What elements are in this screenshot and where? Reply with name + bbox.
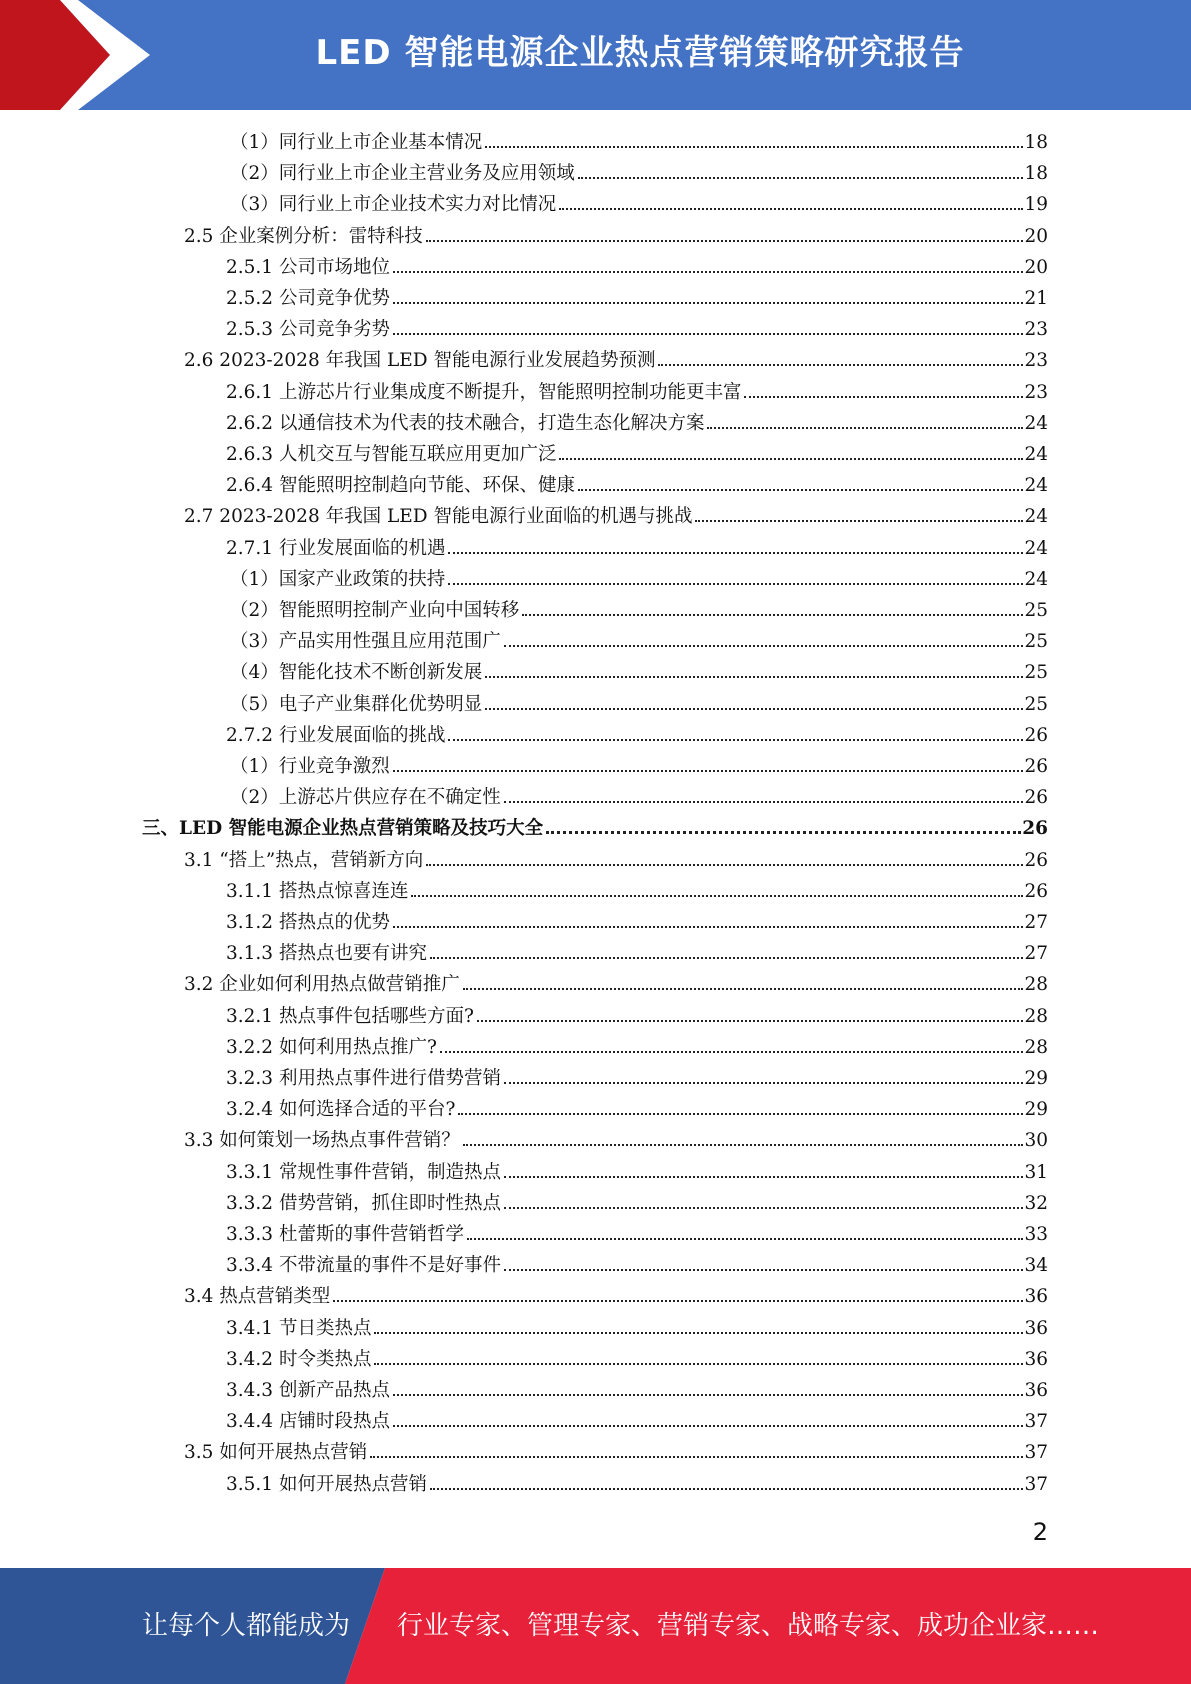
- toc-entry-label: （1）国家产业政策的扶持: [230, 569, 446, 590]
- toc-entry[interactable]: [226, 1220, 1048, 1251]
- toc-dot-leader: [522, 614, 1023, 616]
- toc-entry-label: （2）上游芯片供应存在不确定性: [230, 787, 501, 808]
- toc-entry-label: 3.4 热点营销类型: [184, 1286, 331, 1307]
- toc-entry-page: 26: [1024, 787, 1048, 808]
- toc-dot-leader: [458, 1113, 1023, 1115]
- toc-dot-leader: [559, 208, 1023, 210]
- toc-entry-label: 2.5 企业案例分析：雷特科技: [184, 226, 423, 247]
- toc-entry-label: 2.6.2 以通信技术为代表的技术融合，打造生态化解决方案: [226, 413, 705, 434]
- toc-entry-page: 29: [1024, 1099, 1048, 1120]
- toc-dot-leader: [426, 240, 1024, 242]
- toc-entry[interactable]: [230, 783, 1048, 814]
- toc-dot-leader: [744, 396, 1023, 398]
- toc-entry[interactable]: [226, 1002, 1048, 1033]
- toc-entry-page: 19: [1024, 194, 1048, 215]
- toc-entry-label: （2）同行业上市企业主营业务及应用领域: [230, 163, 575, 184]
- footer-slogan-left: 让每个人都能成为: [142, 1611, 351, 1641]
- toc-entry[interactable]: [226, 1345, 1048, 1376]
- toc-entry-page: 20: [1024, 226, 1048, 247]
- toc-entry-label: （1）行业竞争激烈: [230, 756, 390, 777]
- toc-dot-leader: [504, 801, 1024, 803]
- toc-dot-leader: [411, 895, 1023, 897]
- toc-entry[interactable]: [226, 534, 1048, 565]
- toc-dot-leader: [695, 520, 1023, 522]
- toc-entry-page: 28: [1024, 974, 1048, 995]
- toc-dot-leader: [393, 770, 1024, 772]
- toc-entry-label: （3）同行业上市企业技术实力对比情况: [230, 194, 557, 215]
- toc-entry-label: 3.1 “搭上”热点，营销新方向: [184, 850, 424, 871]
- toc-entry-label: 3.3.3 杜蕾斯的事件营销哲学: [226, 1224, 464, 1245]
- toc-entry-page: 37: [1024, 1474, 1048, 1495]
- toc-dot-leader: [467, 1238, 1023, 1240]
- toc-entry-page: 25: [1024, 694, 1048, 715]
- toc-dot-leader: [707, 427, 1023, 429]
- toc-entry-page: 25: [1024, 631, 1048, 652]
- toc-dot-leader: [448, 552, 1023, 554]
- toc-entry-label: 2.7 2023-2028 年我国 LED 智能电源行业面临的机遇与挑战: [184, 506, 693, 527]
- toc-entry[interactable]: [226, 378, 1048, 409]
- toc-dot-leader: [370, 1456, 1023, 1458]
- toc-entry[interactable]: [226, 440, 1048, 471]
- toc-dot-leader: [440, 1051, 1024, 1053]
- toc-entry[interactable]: [226, 1064, 1048, 1095]
- toc-entry-page: 27: [1024, 943, 1048, 964]
- toc-dot-leader: [393, 333, 1023, 335]
- toc-entry-label: 3.2.1 热点事件包括哪些方面?: [226, 1006, 474, 1027]
- toc-entry-label: 3.3.2 借势营销，抓住即时性热点: [226, 1193, 501, 1214]
- toc-entry-page: 37: [1024, 1442, 1048, 1463]
- toc-entry[interactable]: [184, 846, 1048, 877]
- toc-entry[interactable]: [230, 190, 1048, 221]
- toc-entry[interactable]: [184, 502, 1048, 533]
- toc-dot-leader: [504, 1176, 1023, 1178]
- toc-dot-leader: [374, 1332, 1023, 1334]
- toc-entry[interactable]: [184, 346, 1048, 377]
- toc-dot-leader: [504, 1269, 1023, 1271]
- toc-entry-page: 24: [1024, 413, 1048, 434]
- toc-dot-leader: [430, 1488, 1023, 1490]
- toc-entry-page: 31: [1024, 1162, 1048, 1183]
- toc-dot-leader: [658, 364, 1023, 366]
- toc-dot-leader: [504, 645, 1024, 647]
- report-title: LED 智能电源企业热点营销策略研究报告: [315, 33, 965, 73]
- toc-dot-leader: [578, 489, 1023, 491]
- toc-entry-page: 37: [1024, 1411, 1048, 1432]
- toc-entry[interactable]: [226, 877, 1048, 908]
- toc-entry-page: 36: [1024, 1318, 1048, 1339]
- toc-entry[interactable]: [226, 1251, 1048, 1282]
- toc-entry[interactable]: [226, 409, 1048, 440]
- toc-entry-label: 3.5 如何开展热点营销: [184, 1442, 368, 1463]
- toc-entry-label: 2.5.3 公司竞争劣势: [226, 319, 390, 340]
- toc-entry-label: 2.6.4 智能照明控制趋向节能、环保、健康: [226, 475, 575, 496]
- toc-entry-label: （5）电子产业集群化优势明显: [230, 694, 483, 715]
- toc-entry[interactable]: [184, 222, 1048, 253]
- toc-entry-label: （1）同行业上市企业基本情况: [230, 132, 483, 153]
- toc-entry[interactable]: [226, 1407, 1048, 1438]
- toc-entry[interactable]: [230, 596, 1048, 627]
- toc-dot-leader: [463, 1144, 1024, 1146]
- toc-entry-label: （2）智能照明控制产业向中国转移: [230, 600, 520, 621]
- toc-entry-page: 23: [1024, 319, 1048, 340]
- toc-dot-leader: [448, 583, 1023, 585]
- toc-entry-label: 3.1.3 搭热点也要有讲究: [226, 943, 427, 964]
- toc-dot-leader: [477, 1020, 1024, 1022]
- toc-entry[interactable]: [184, 970, 1048, 1001]
- toc-entry-page: 32: [1024, 1193, 1048, 1214]
- toc-entry-label: （4）智能化技术不断创新发展: [230, 662, 483, 683]
- toc-dot-leader: [333, 1300, 1023, 1302]
- toc-dot-leader: [393, 302, 1023, 304]
- toc-entry-page: 20: [1024, 257, 1048, 278]
- toc-entry[interactable]: [142, 814, 1048, 845]
- toc-entry[interactable]: [226, 1158, 1048, 1189]
- toc-entry-page: 28: [1024, 1037, 1048, 1058]
- toc-entry-label: 3.4.3 创新产品热点: [226, 1380, 390, 1401]
- toc-dot-leader: [393, 1394, 1023, 1396]
- toc-dot-leader: [448, 739, 1023, 741]
- toc-entry-page: 26: [1024, 725, 1048, 746]
- toc-entry-page: 26: [1024, 881, 1048, 902]
- toc-entry[interactable]: [226, 1033, 1048, 1064]
- toc-entry-page: 33: [1024, 1224, 1048, 1245]
- toc-dot-leader: [426, 864, 1023, 866]
- toc-entry-page: 36: [1024, 1286, 1048, 1307]
- red-arrow-decoration: [0, 0, 160, 110]
- page-footer: [0, 1568, 1191, 1684]
- toc-entry-page: 18: [1024, 132, 1048, 153]
- toc-entry-page: 27: [1024, 912, 1048, 933]
- toc-dot-leader: [578, 177, 1024, 179]
- toc-dot-leader: [485, 676, 1023, 678]
- toc-entry-page: 36: [1024, 1349, 1048, 1370]
- toc-entry[interactable]: [184, 1126, 1048, 1157]
- toc-entry[interactable]: [230, 159, 1048, 190]
- toc-dot-leader: [504, 1207, 1023, 1209]
- toc-entry-page: 30: [1024, 1130, 1048, 1151]
- toc-entry[interactable]: [226, 471, 1048, 502]
- toc-entry[interactable]: [226, 253, 1048, 284]
- toc-entry-page: 25: [1024, 662, 1048, 683]
- toc-entry[interactable]: [230, 565, 1048, 596]
- toc-dot-leader: [393, 1425, 1023, 1427]
- toc-entry-label: 3.4.2 时令类热点: [226, 1349, 372, 1370]
- toc-entry-label: 3.3 如何策划一场热点事件营销？: [184, 1130, 460, 1151]
- toc-entry[interactable]: [230, 752, 1048, 783]
- toc-entry-page: 21: [1024, 288, 1048, 309]
- toc-entry-page: 26: [1024, 756, 1048, 777]
- toc-entry-label: 2.5.2 公司竞争优势: [226, 288, 390, 309]
- toc-entry[interactable]: [226, 939, 1048, 970]
- toc-entry-page: 29: [1024, 1068, 1048, 1089]
- toc-entry-label: 3.2 企业如何利用热点做营销推广: [184, 974, 460, 995]
- toc-entry-label: （3）产品实用性强且应用范围广: [230, 631, 501, 652]
- toc-dot-leader: [393, 926, 1023, 928]
- toc-entry-page: 25: [1024, 600, 1048, 621]
- toc-entry-label: 2.6.1 上游芯片行业集成度不断提升，智能照明控制功能更丰富: [226, 382, 742, 403]
- toc-entry-label: 3.1.2 搭热点的优势: [226, 912, 390, 933]
- footer-slogan-right: 行业专家、管理专家、营销专家、战略专家、成功企业家……: [397, 1611, 1100, 1641]
- toc-entry-page: 36: [1024, 1380, 1048, 1401]
- toc-entry-label: 3.5.1 如何开展热点营销: [226, 1474, 427, 1495]
- toc-entry[interactable]: [184, 1282, 1048, 1313]
- toc-entry[interactable]: [184, 1438, 1048, 1469]
- toc-entry-label: 2.7.1 行业发展面临的机遇: [226, 538, 446, 559]
- toc-entry-page: 24: [1024, 538, 1048, 559]
- toc-entry-page: 24: [1024, 475, 1048, 496]
- toc-dot-leader: [485, 146, 1023, 148]
- toc-entry[interactable]: [226, 721, 1048, 752]
- toc-entry-page: 23: [1024, 350, 1048, 371]
- toc-dot-leader: [504, 1082, 1023, 1084]
- toc-entry[interactable]: [230, 627, 1048, 658]
- toc-entry-label: 三、LED 智能电源企业热点营销策略及技巧大全: [142, 818, 544, 839]
- toc-entry-label: 3.4.4 店铺时段热点: [226, 1411, 390, 1432]
- toc-entry-page: 24: [1024, 444, 1048, 465]
- toc-entry-label: 2.5.1 公司市场地位: [226, 257, 390, 278]
- toc-entry-page: 34: [1024, 1255, 1048, 1276]
- toc-entry[interactable]: [230, 690, 1048, 721]
- toc-entry-label: 3.3.1 常规性事件营销，制造热点: [226, 1162, 501, 1183]
- toc-entry-label: 3.3.4 不带流量的事件不是好事件: [226, 1255, 501, 1276]
- toc-dot-leader: [546, 831, 1021, 834]
- toc-entry[interactable]: [226, 284, 1048, 315]
- toc-entry-page: 28: [1024, 1006, 1048, 1027]
- toc-entry-page: 26: [1024, 850, 1048, 871]
- toc-dot-leader: [559, 458, 1023, 460]
- toc-entry-label: 3.2.3 利用热点事件进行借势营销: [226, 1068, 501, 1089]
- toc-entry[interactable]: [230, 128, 1048, 159]
- toc-entry[interactable]: [226, 315, 1048, 346]
- toc-dot-leader: [430, 957, 1023, 959]
- toc-entry-page: 24: [1024, 569, 1048, 590]
- toc-entry-label: 3.1.1 搭热点惊喜连连: [226, 881, 409, 902]
- toc-entry-label: 2.6 2023-2028 年我国 LED 智能电源行业发展趋势预测: [184, 350, 656, 371]
- toc-entry-page: 23: [1024, 382, 1048, 403]
- toc-entry[interactable]: [226, 1376, 1048, 1407]
- toc-entry[interactable]: [226, 1189, 1048, 1220]
- page-number: 2: [1032, 1518, 1048, 1546]
- toc-entry[interactable]: [226, 1095, 1048, 1126]
- toc-entry[interactable]: [230, 658, 1048, 689]
- toc-entry-label: 2.6.3 人机交互与智能互联应用更加广泛: [226, 444, 557, 465]
- toc-entry-page: 24: [1024, 506, 1048, 527]
- toc-entry-label: 2.7.2 行业发展面临的挑战: [226, 725, 446, 746]
- toc-entry[interactable]: [226, 1470, 1048, 1501]
- toc-dot-leader: [463, 988, 1024, 990]
- toc-entry-page: 26: [1022, 818, 1048, 839]
- page-header: [0, 0, 1191, 110]
- toc-dot-leader: [393, 271, 1023, 273]
- toc-entry[interactable]: [226, 1314, 1048, 1345]
- toc-dot-leader: [485, 708, 1023, 710]
- toc-entry-page: 18: [1024, 163, 1048, 184]
- toc-entry-label: 3.2.4 如何选择合适的平台?: [226, 1099, 456, 1120]
- toc-entry-label: 3.4.1 节日类热点: [226, 1318, 372, 1339]
- toc-dot-leader: [374, 1363, 1023, 1365]
- toc-entry[interactable]: [226, 908, 1048, 939]
- toc-entry-label: 3.2.2 如何利用热点推广?: [226, 1037, 437, 1058]
